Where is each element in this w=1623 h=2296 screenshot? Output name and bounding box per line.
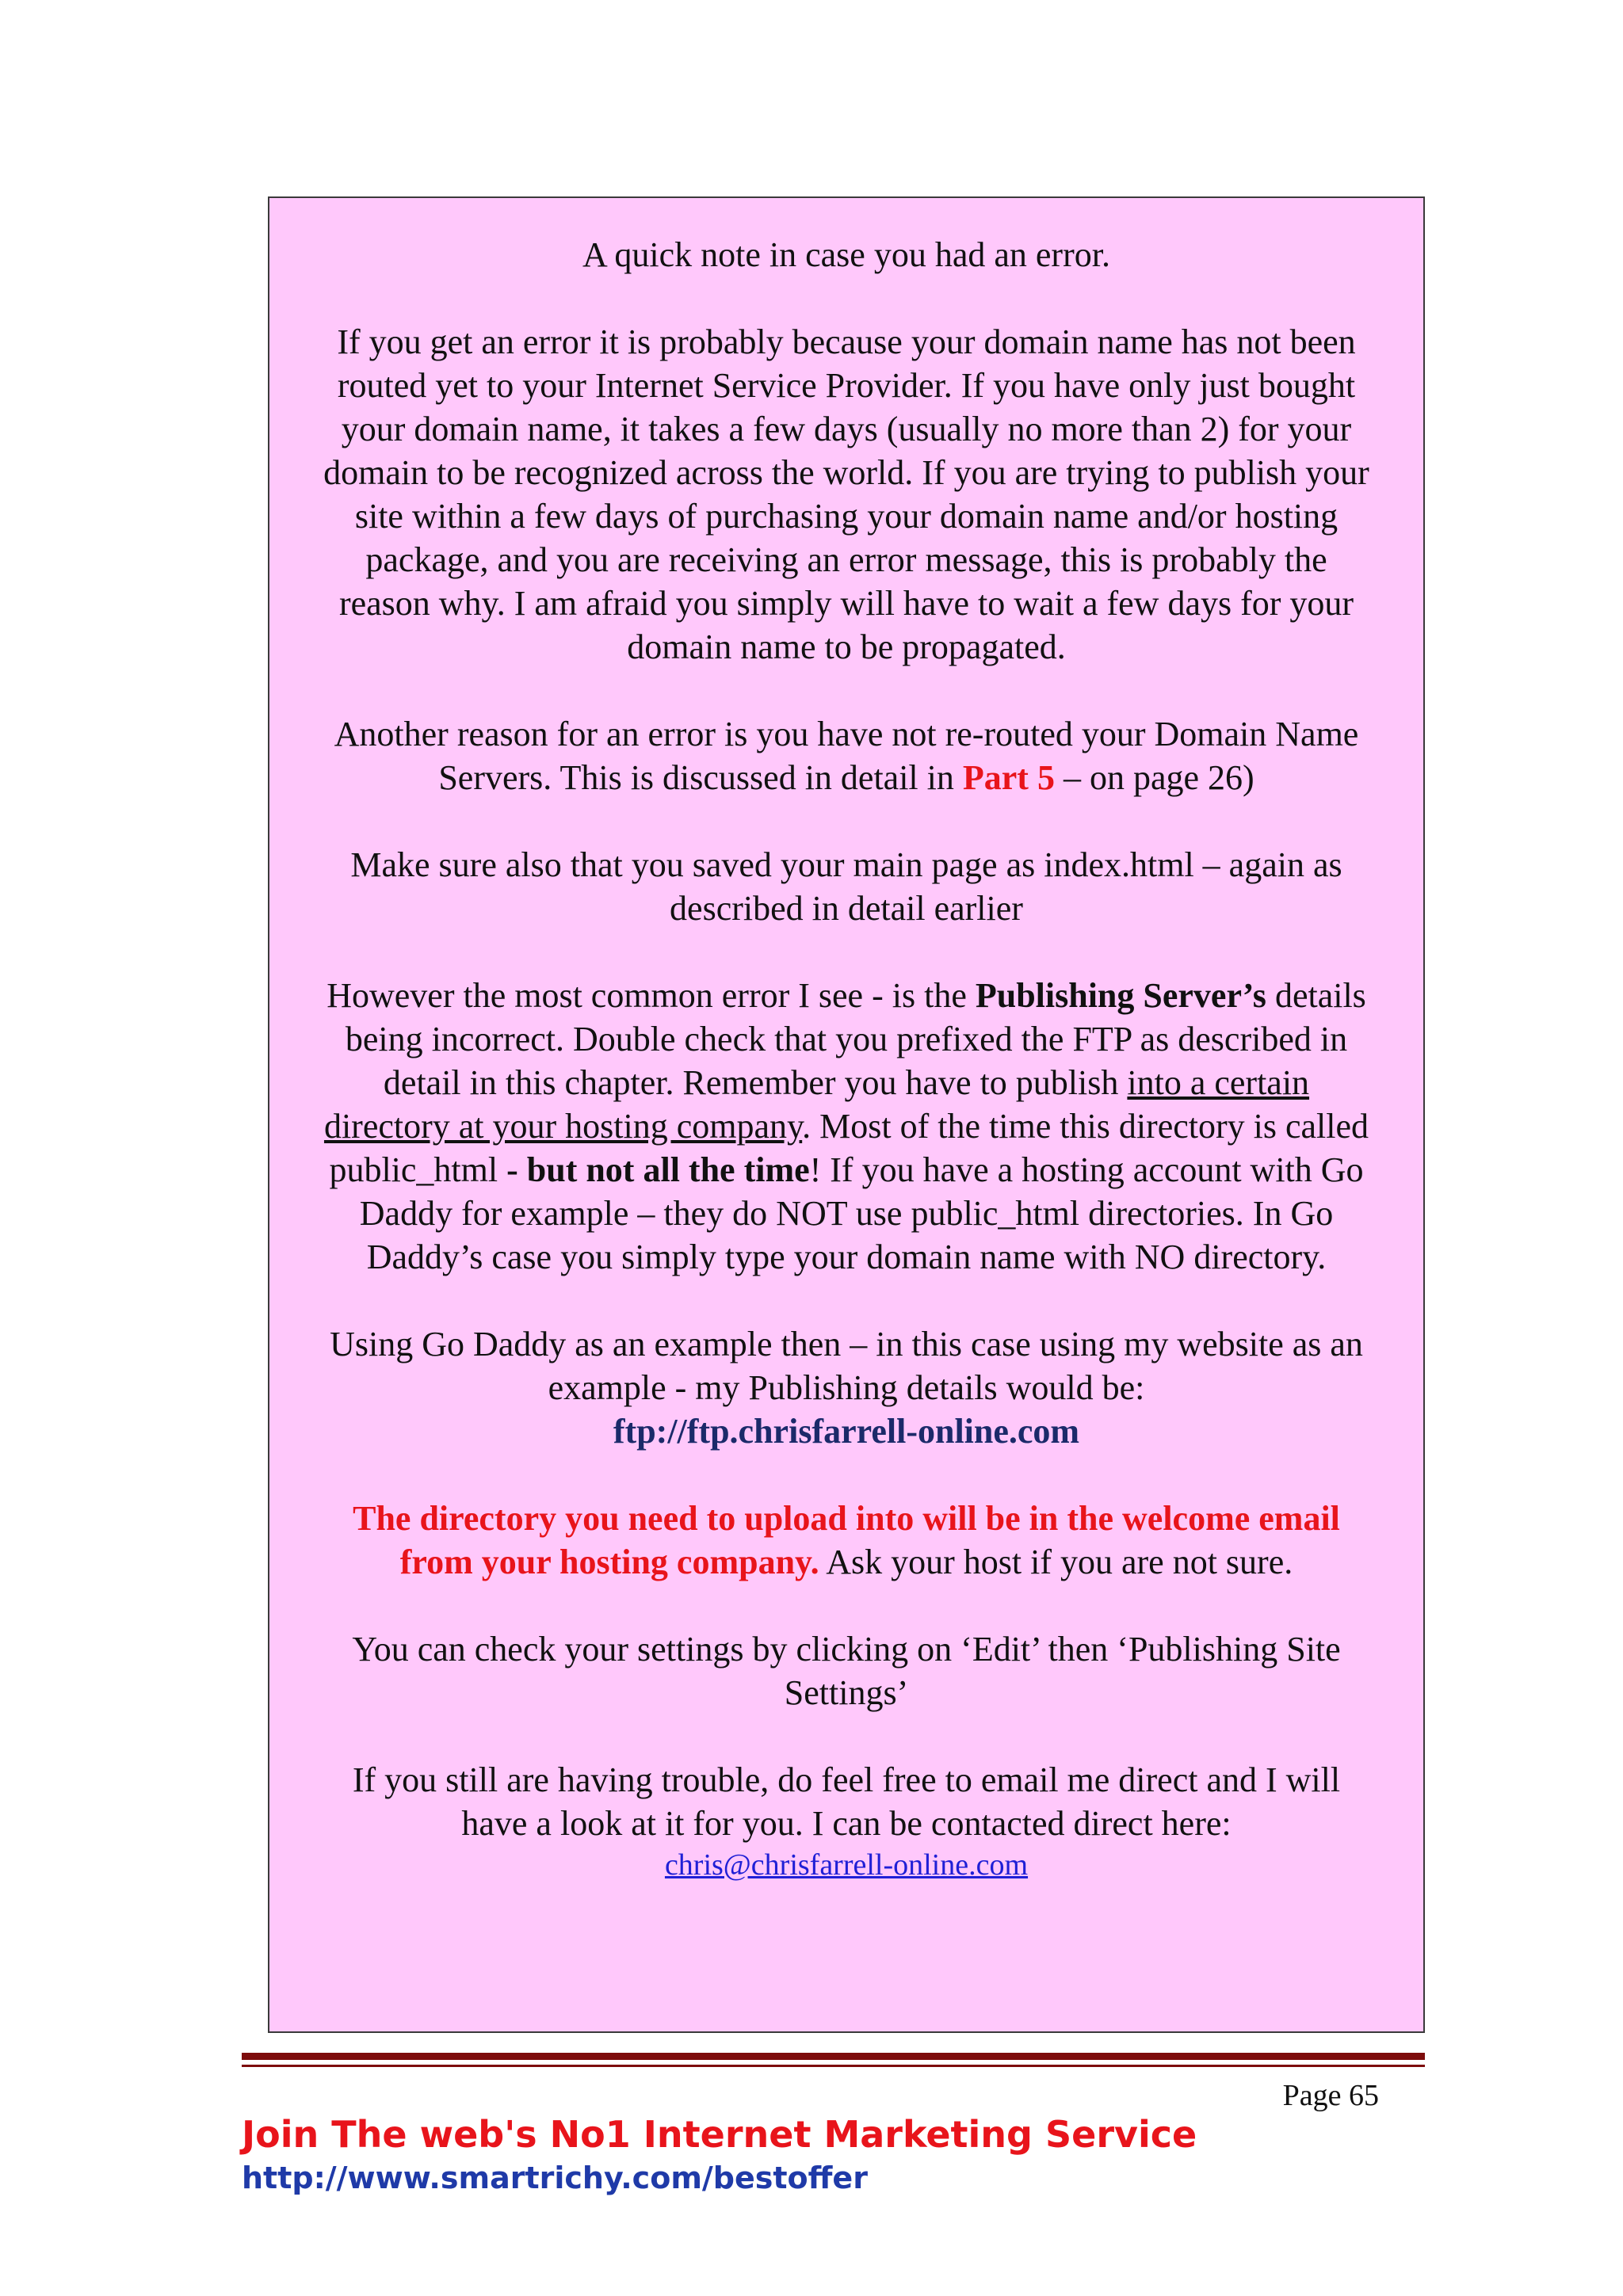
publishing-text-d: ! If you have a hosting account with Go Daddy for example – they do NOT use public_html directories. In Go Daddy’s case you simply type your domain name with NO directory. (359, 1150, 1364, 1276)
ftp-address: ftp://ftp.chrisfarrell-online.com (613, 1412, 1080, 1451)
go-daddy-text: Using Go Daddy as an example then – in this case using my website as an example - my Publishing details would be: (330, 1325, 1363, 1407)
note-paragraph-index-html: Make sure also that you saved your main page as index.html – again as described in detail earlier (350, 845, 1342, 928)
publishing-server-bold: Publishing Server’s (975, 976, 1266, 1015)
ask-host-text: Ask your host if you are not sure. (819, 1543, 1293, 1581)
note-paragraph-name-servers (317, 712, 1376, 799)
publishing-text-a: However the most common error I see - is the (327, 976, 976, 1015)
promo-title: Join The web's No1 Internet Marketing Service (242, 2113, 1197, 2156)
part-5-reference: Part 5 (962, 758, 1055, 797)
error-note-box (268, 196, 1425, 2033)
page-number: Page 65 (1282, 2079, 1379, 2112)
note-paragraph-go-daddy-example (317, 1322, 1376, 1453)
name-servers-text: Another reason for an error is you have not re-routed your Domain Name Servers. This is discussed in detail in (334, 715, 1359, 797)
note-paragraph-upload-directory (317, 1497, 1376, 1584)
contact-email-link[interactable]: chris@chrisfarrell-online.com (664, 1848, 1029, 1882)
note-paragraph-domain-routing: If you get an error it is probably because your domain name has not been routed yet to your Internet Service Provider. If you have only just bought your domain name, it takes a few days (usually no more than 2) for your domain to be recognized across the world. If you are trying to publish your site within a few days of purchasing your domain name and/or hosting package, and you are receiving an error message, this is probably the reason why. I am afraid you simply will have to wait a few days for your domain name to be propagated. (323, 322, 1369, 666)
publishing-text-b: details being incorrect. Double check that you prefixed the FTP as described in detail in this chapter. Remember you have to publish (345, 976, 1366, 1102)
upload-directory-warning: The directory you need to upload into will be in the welcome email from your hosting company. (353, 1499, 1340, 1581)
hosting-directory-underlined: into a certain directory at your hosting company (323, 1063, 1310, 1146)
footer-divider-thin (242, 2065, 1425, 2067)
note-heading: A quick note in case you had an error. (582, 235, 1110, 274)
note-paragraph-publishing-server (317, 974, 1376, 1279)
not-all-the-time-bold: - but not all the time (506, 1150, 810, 1189)
note-paragraph-settings: You can check your settings by clicking on ‘Edit’ then ‘Publishing Site Settings’ (352, 1630, 1341, 1712)
footer-divider-thick (242, 2053, 1425, 2060)
promo-url-link[interactable]: http://www.smartrichy.com/bestoffer (242, 2161, 868, 2195)
page-26-reference: – on page 26) (1054, 758, 1254, 797)
note-paragraph-contact: If you still are having trouble, do feel free to email me direct and I will have a look at it for you. I can be contacted direct here: (352, 1760, 1341, 1843)
publishing-text-c: . Most of the time this directory is called public_html (329, 1107, 1369, 1189)
